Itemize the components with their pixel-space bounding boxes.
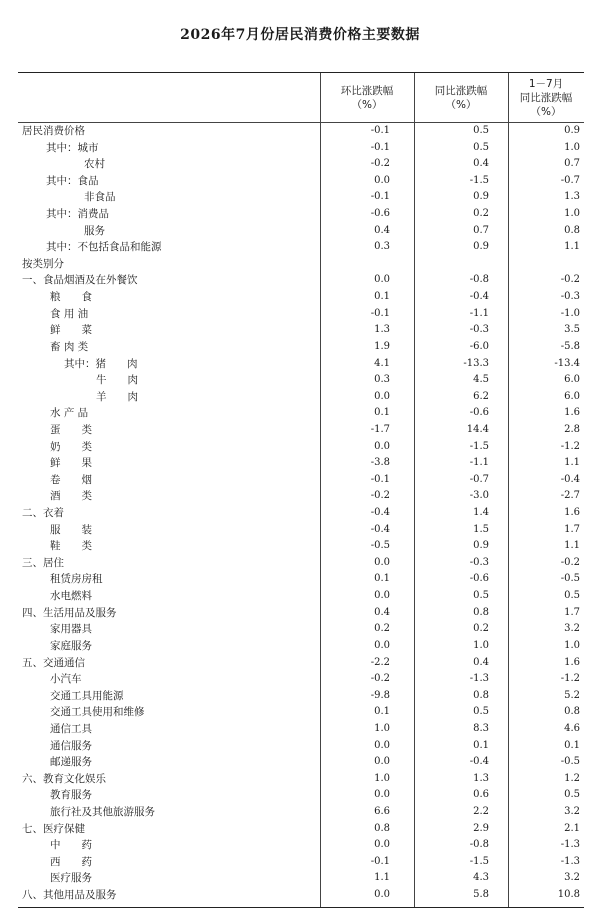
mom-value: 6.6 — [374, 805, 390, 817]
ytd-value: 4.6 — [564, 722, 580, 734]
table-row — [18, 655, 584, 672]
row-label: 蛋 类 — [50, 423, 92, 436]
header-yoy — [414, 73, 508, 122]
table-row — [18, 538, 584, 555]
yoy-value: -1.5 — [469, 440, 489, 452]
table-row — [18, 322, 584, 339]
ytd-value: -1.3 — [560, 839, 580, 851]
mom-value: -0.2 — [370, 490, 390, 502]
ytd-value: 0.9 — [564, 125, 580, 136]
mom-value: 0.4 — [374, 224, 390, 236]
ytd-value: 1.0 — [564, 141, 580, 153]
row-label: 一、食品烟酒及在外餐饮 — [22, 274, 138, 287]
row-label: 水 产 品 — [50, 407, 89, 420]
ytd-value: 6.0 — [564, 390, 580, 402]
table-row — [18, 738, 584, 755]
header-ytd-label: 同比涨跌幅 — [519, 91, 573, 104]
row-label: 其中：食品 — [46, 174, 99, 187]
row-label: 家庭服务 — [50, 639, 92, 652]
mom-value: -0.4 — [370, 507, 390, 519]
mom-value: -0.5 — [370, 540, 390, 552]
table-row — [18, 505, 584, 522]
yoy-value: -0.8 — [469, 274, 489, 286]
yoy-value: 0.2 — [473, 623, 489, 635]
row-label: 鲜 菜 — [50, 324, 92, 337]
yoy-value: 1.5 — [473, 523, 489, 535]
row-label: 医疗服务 — [50, 872, 92, 885]
yoy-value: -0.8 — [469, 839, 489, 851]
row-label: 牛 肉 — [96, 374, 138, 387]
row-label: 农村 — [84, 158, 105, 171]
yoy-value: -0.7 — [469, 473, 489, 485]
row-label: 粮 食 — [50, 291, 92, 304]
table-row — [18, 372, 584, 389]
ytd-value: 1.6 — [564, 507, 580, 519]
row-label: 六、教育文化娱乐 — [22, 772, 106, 785]
ytd-value: 3.2 — [564, 872, 580, 884]
header-mom-label: 环比涨跌幅 — [340, 84, 394, 97]
mom-value: -0.2 — [370, 158, 390, 170]
table-row — [18, 189, 584, 206]
mom-value: 0.0 — [374, 390, 390, 402]
yoy-value: 0.9 — [473, 241, 489, 253]
mom-value: 0.0 — [374, 789, 390, 801]
table-row — [18, 173, 584, 190]
mom-value: 1.1 — [374, 872, 390, 884]
ytd-value: 0.5 — [564, 590, 580, 602]
ytd-value: 1.2 — [564, 772, 580, 784]
mom-value: -3.8 — [370, 457, 390, 469]
row-label: 通信工具 — [50, 722, 92, 735]
yoy-value: 0.5 — [473, 125, 489, 136]
table-row — [18, 140, 584, 157]
mom-value: 0.0 — [374, 590, 390, 602]
yoy-value: 0.5 — [473, 141, 489, 153]
ytd-value: 3.2 — [564, 623, 580, 635]
row-label: 交通工具用能源 — [50, 689, 124, 702]
table-row — [18, 339, 584, 356]
ytd-value: 5.2 — [564, 689, 580, 701]
row-label: 七、医疗保健 — [22, 822, 85, 835]
mom-value: -0.1 — [370, 125, 390, 136]
table-row — [18, 488, 584, 505]
header-ytd — [508, 73, 584, 122]
mom-value: 0.3 — [374, 374, 390, 386]
header-yoy-label: 同比涨跌幅 — [434, 84, 488, 97]
mom-value: -9.8 — [370, 689, 390, 701]
mom-value: -2.2 — [370, 656, 390, 668]
cpi-table — [18, 72, 584, 908]
row-label: 食 用 油 — [50, 307, 89, 320]
mom-value: 0.0 — [374, 839, 390, 851]
ytd-value: 1.1 — [564, 457, 580, 469]
table-row — [18, 854, 584, 871]
mom-value: 0.4 — [374, 606, 390, 618]
ytd-value: -0.2 — [560, 556, 580, 568]
table-row — [18, 887, 584, 904]
yoy-value: 0.4 — [473, 656, 489, 668]
yoy-value: -0.3 — [469, 556, 489, 568]
mom-value: 0.2 — [374, 623, 390, 635]
yoy-value: 1.4 — [473, 507, 489, 519]
yoy-value: 8.3 — [473, 722, 489, 734]
ytd-value: -1.0 — [560, 307, 580, 319]
ytd-value: -5.8 — [560, 340, 580, 352]
mom-value: -0.1 — [370, 473, 390, 485]
mom-value: 0.1 — [374, 407, 390, 419]
yoy-value: -3.0 — [469, 490, 489, 502]
table-row — [18, 555, 584, 572]
mom-value: 0.0 — [374, 174, 390, 186]
table-body — [18, 123, 584, 904]
yoy-value: 0.2 — [473, 208, 489, 220]
row-label: 西 药 — [50, 855, 92, 868]
yoy-value: 0.8 — [473, 689, 489, 701]
yoy-value: -1.1 — [469, 457, 489, 469]
table-row — [18, 837, 584, 854]
table-row — [18, 721, 584, 738]
row-label: 邮递服务 — [50, 756, 92, 769]
yoy-value: -1.3 — [469, 673, 489, 685]
ytd-value: 1.7 — [564, 606, 580, 618]
table-row — [18, 239, 584, 256]
mom-value: -1.7 — [370, 423, 390, 435]
table-row — [18, 422, 584, 439]
table-row — [18, 821, 584, 838]
header-ytd-unit: （%） — [530, 105, 562, 118]
ytd-value: 0.5 — [564, 789, 580, 801]
row-label: 中 药 — [50, 839, 92, 852]
ytd-value: -1.2 — [560, 673, 580, 685]
row-label: 通信服务 — [50, 739, 92, 752]
yoy-value: 0.6 — [473, 789, 489, 801]
ytd-value: 2.1 — [564, 822, 580, 834]
mom-value: 0.0 — [374, 639, 390, 651]
table-row — [18, 571, 584, 588]
ytd-value: -0.3 — [560, 291, 580, 303]
ytd-value: 0.1 — [564, 739, 580, 751]
mom-value: 1.9 — [374, 340, 390, 352]
yoy-value: 2.9 — [473, 822, 489, 834]
ytd-value: -0.5 — [560, 756, 580, 768]
row-label: 居民消费价格 — [22, 125, 85, 137]
ytd-value: -2.7 — [560, 490, 580, 502]
ytd-value: 6.0 — [564, 374, 580, 386]
row-label: 其中：猪 肉 — [64, 357, 138, 370]
row-label: 家用器具 — [50, 623, 92, 636]
row-label: 交通工具使用和维修 — [50, 706, 145, 719]
yoy-value: 2.2 — [473, 805, 489, 817]
mom-value: 0.8 — [374, 822, 390, 834]
ytd-value: 2.8 — [564, 423, 580, 435]
mom-value: -0.1 — [370, 191, 390, 203]
table-row — [18, 455, 584, 472]
table-row — [18, 156, 584, 173]
table-row — [18, 405, 584, 422]
mom-value: 0.0 — [374, 739, 390, 751]
row-label: 四、生活用品及服务 — [22, 606, 117, 619]
mom-value: -0.6 — [370, 208, 390, 220]
row-label: 酒 类 — [50, 490, 92, 503]
yoy-value: -0.4 — [469, 756, 489, 768]
yoy-value: -1.5 — [469, 855, 489, 867]
yoy-value: -13.3 — [463, 357, 489, 369]
page-title: 2026年7月份居民消费价格主要数据 — [180, 27, 420, 43]
table-row — [18, 638, 584, 655]
table-row — [18, 754, 584, 771]
row-label: 旅行社及其他旅游服务 — [50, 805, 155, 818]
yoy-value: 0.1 — [473, 739, 489, 751]
mom-value: 0.1 — [374, 291, 390, 303]
mom-value: 0.0 — [374, 756, 390, 768]
mom-value: 0.1 — [374, 706, 390, 718]
ytd-value: -0.7 — [560, 174, 580, 186]
mom-value: -0.2 — [370, 673, 390, 685]
yoy-value: -0.3 — [469, 324, 489, 336]
table-row — [18, 804, 584, 821]
ytd-value: 1.7 — [564, 523, 580, 535]
yoy-value: 0.8 — [473, 606, 489, 618]
row-label: 教育服务 — [50, 789, 92, 802]
mom-value: -0.1 — [370, 855, 390, 867]
ytd-value: 1.1 — [564, 241, 580, 253]
yoy-value: 5.8 — [473, 889, 489, 901]
row-label: 卷 烟 — [50, 473, 92, 486]
header-mom-unit: （%） — [351, 98, 383, 111]
ytd-value: -1.2 — [560, 440, 580, 452]
yoy-value: -1.1 — [469, 307, 489, 319]
mom-value: 4.1 — [374, 357, 390, 369]
table-row — [18, 289, 584, 306]
row-label: 按类别分 — [22, 257, 64, 270]
yoy-value: 0.5 — [473, 590, 489, 602]
yoy-value: -0.6 — [469, 573, 489, 585]
ytd-value: -0.5 — [560, 573, 580, 585]
table-row — [18, 605, 584, 622]
ytd-value: 3.2 — [564, 805, 580, 817]
ytd-value: -1.3 — [560, 855, 580, 867]
row-label: 租赁房房租 — [50, 573, 103, 586]
yoy-value: -0.4 — [469, 291, 489, 303]
row-label: 服务 — [84, 224, 105, 237]
ytd-value: 1.0 — [564, 208, 580, 220]
mom-value: 0.0 — [374, 274, 390, 286]
table-header — [18, 73, 584, 123]
table-row — [18, 621, 584, 638]
yoy-value: 0.9 — [473, 191, 489, 203]
row-label: 八、其他用品及服务 — [22, 889, 117, 902]
table-row — [18, 704, 584, 721]
ytd-value: 0.8 — [564, 706, 580, 718]
table-row — [18, 206, 584, 223]
row-label: 三、居住 — [22, 556, 64, 569]
yoy-value: 4.3 — [473, 872, 489, 884]
yoy-value: 0.5 — [473, 706, 489, 718]
yoy-value: 1.0 — [473, 639, 489, 651]
ytd-value: 1.0 — [564, 639, 580, 651]
ytd-value: 10.8 — [557, 889, 580, 901]
row-label: 畜 肉 类 — [50, 340, 89, 353]
mom-value: 0.3 — [374, 241, 390, 253]
ytd-value: 0.7 — [564, 158, 580, 170]
yoy-value: -6.0 — [469, 340, 489, 352]
row-label: 非食品 — [84, 191, 116, 204]
ytd-value: -13.4 — [554, 357, 580, 369]
ytd-value: 1.6 — [564, 656, 580, 668]
table-row — [18, 256, 584, 273]
row-label: 奶 类 — [50, 440, 92, 453]
header-mom — [320, 73, 414, 122]
yoy-value: 0.9 — [473, 540, 489, 552]
table-row — [18, 389, 584, 406]
table-row — [18, 688, 584, 705]
row-label: 五、交通通信 — [22, 656, 85, 669]
row-label: 服 装 — [50, 523, 92, 536]
row-label: 水电燃料 — [50, 590, 92, 603]
mom-value: 0.0 — [374, 440, 390, 452]
header-ytd-period: 1－7月 — [528, 77, 564, 90]
row-label: 其中：不包括食品和能源 — [46, 241, 162, 254]
table-row — [18, 522, 584, 539]
table-row — [18, 472, 584, 489]
yoy-value: 1.3 — [473, 772, 489, 784]
table-row — [18, 356, 584, 373]
yoy-value: 14.4 — [466, 423, 489, 435]
row-label: 小汽车 — [50, 673, 82, 686]
mom-value: 0.0 — [374, 889, 390, 901]
mom-value: -0.1 — [370, 141, 390, 153]
yoy-value: -1.5 — [469, 174, 489, 186]
yoy-value: 0.7 — [473, 224, 489, 236]
ytd-value: 1.6 — [564, 407, 580, 419]
ytd-value: -0.2 — [560, 274, 580, 286]
row-label: 其中：消费品 — [46, 208, 109, 221]
table-row — [18, 787, 584, 804]
ytd-value: 1.1 — [564, 540, 580, 552]
yoy-value: -0.6 — [469, 407, 489, 419]
ytd-value: 0.8 — [564, 224, 580, 236]
ytd-value: 3.5 — [564, 324, 580, 336]
mom-value: 1.3 — [374, 324, 390, 336]
row-label: 鲜 果 — [50, 457, 92, 470]
mom-value: -0.4 — [370, 523, 390, 535]
mom-value: 1.0 — [374, 722, 390, 734]
mom-value: 1.0 — [374, 772, 390, 784]
ytd-value: 1.3 — [564, 191, 580, 203]
header-yoy-unit: （%） — [445, 98, 477, 111]
table-row — [18, 123, 584, 140]
table-row — [18, 439, 584, 456]
table-row — [18, 588, 584, 605]
yoy-value: 6.2 — [473, 390, 489, 402]
table-row — [18, 671, 584, 688]
row-label: 羊 肉 — [96, 390, 138, 403]
yoy-value: 4.5 — [473, 374, 489, 386]
mom-value: 0.1 — [374, 573, 390, 585]
table-row — [18, 870, 584, 887]
mom-value: 0.0 — [374, 556, 390, 568]
table-row — [18, 771, 584, 788]
yoy-value: 0.4 — [473, 158, 489, 170]
table-row — [18, 306, 584, 323]
row-label: 鞋 类 — [50, 540, 92, 553]
table-row — [18, 272, 584, 289]
row-label: 其中：城市 — [46, 141, 99, 154]
row-label: 二、衣着 — [22, 507, 64, 520]
table-row — [18, 223, 584, 240]
mom-value: -0.1 — [370, 307, 390, 319]
ytd-value: -0.4 — [560, 473, 580, 485]
